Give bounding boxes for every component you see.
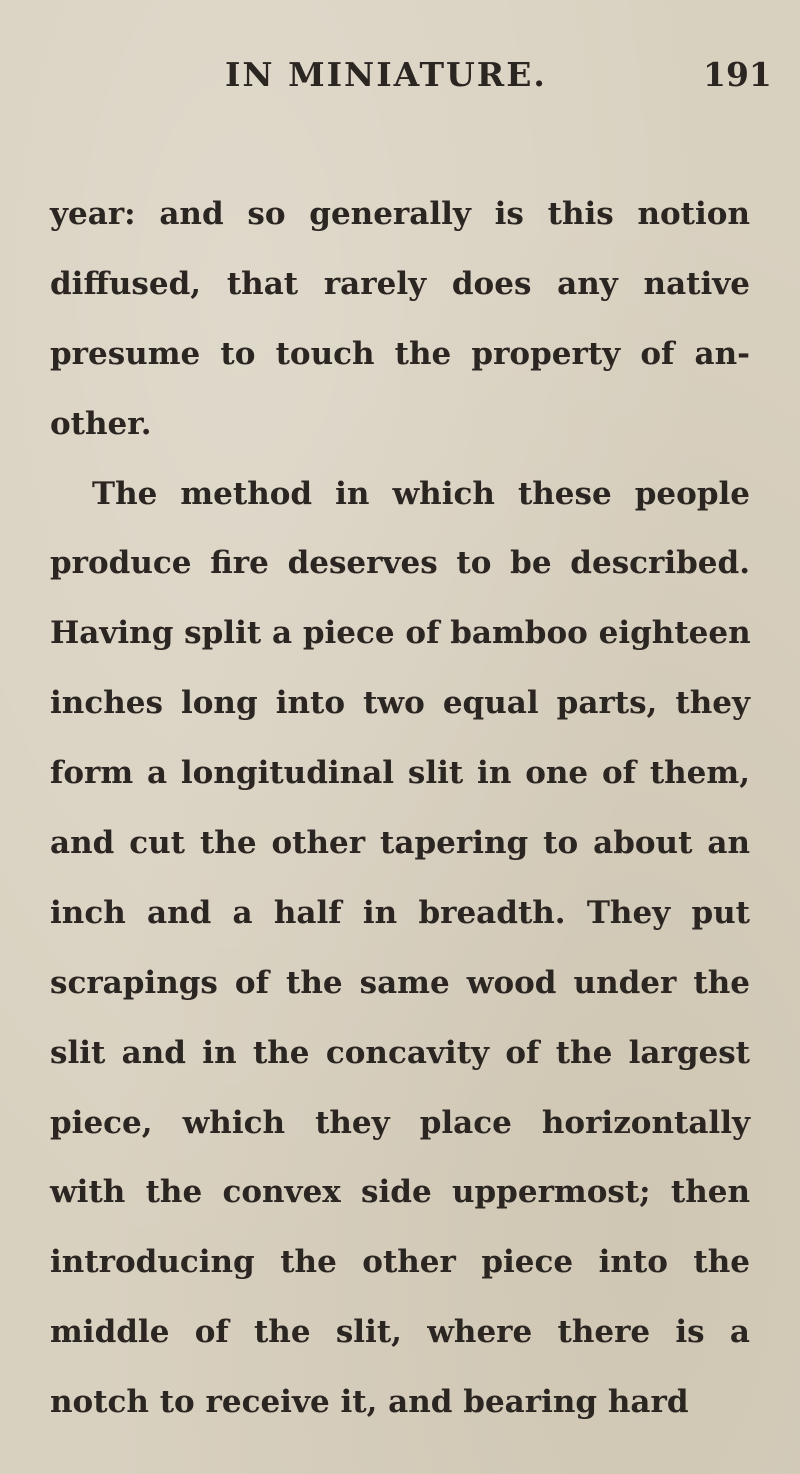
text-line: form a longitudinal slit in one of them,	[50, 755, 750, 792]
running-head	[0, 55, 800, 105]
text-line: inches long into two equal parts, they	[50, 685, 750, 722]
text-line: The method in which these people	[92, 475, 750, 512]
text-line: scrapings of the same wood under the	[50, 964, 750, 1001]
text-line: diffused, that rarely does any native	[50, 265, 750, 302]
text-line: introducing the other piece into the	[50, 1244, 750, 1281]
text-line: produce fire deserves to be described.	[50, 545, 750, 582]
text-line: presume to touch the property of an-	[50, 335, 750, 372]
text-line: middle of the slit, where there is a	[50, 1314, 750, 1351]
text-line: notch to receive it, and bearing hard	[50, 1384, 689, 1421]
text-line: slit and in the concavity of the largest	[50, 1034, 750, 1071]
text-line: other.	[50, 405, 152, 442]
running-title: IN MINIATURE.	[225, 55, 547, 94]
text-line: inch and a half in breadth. They put	[50, 894, 750, 931]
text-line: year: and so generally is this notion	[50, 196, 750, 232]
text-line: Having split a piece of bamboo eighteen	[50, 615, 751, 652]
page-number: 191	[703, 55, 772, 94]
text-line: with the convex side uppermost; then	[50, 1174, 750, 1211]
text-line: piece, which they place horizontally	[50, 1104, 750, 1141]
text-line: and cut the other tapering to about an	[50, 825, 750, 861]
